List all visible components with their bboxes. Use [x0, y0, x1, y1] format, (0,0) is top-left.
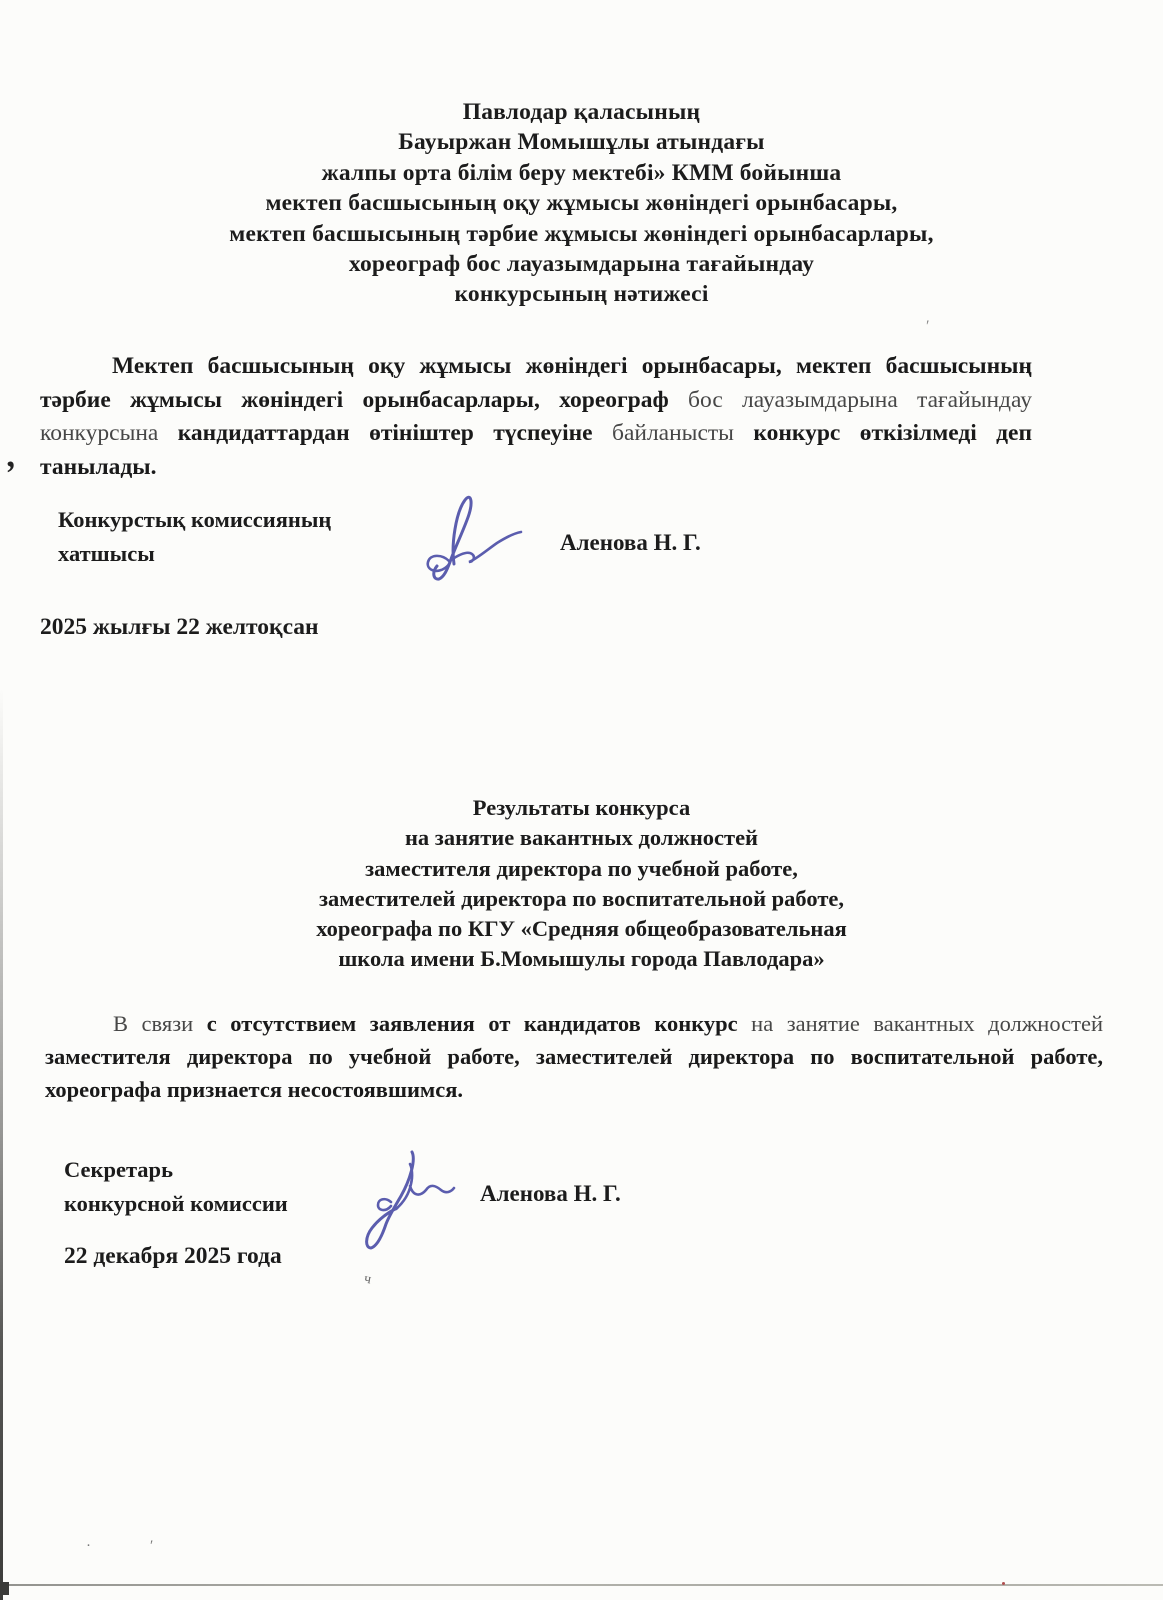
text-run: кандидаттардан өтініштер түспеуіне [177, 420, 612, 447]
handwritten-signature-kk [405, 492, 525, 584]
text-line: заместителей директора по воспитательной работе, [318, 885, 844, 911]
kk-signatory-role [58, 503, 331, 571]
ru-signatory-name: Аленова Н. Г. [480, 1181, 621, 1206]
text-run: с отсутствием заявления от кандидатов конкурс [206, 1011, 752, 1036]
text-run: Мектеп басшысының оқу жұмысы жөніндегі орынбасары, мектеп басшысының тәрбие жұмысы жөніндегі орынбасарлары, хореограф [40, 353, 1032, 413]
scan-speck: ′ [926, 318, 930, 335]
text-line: хореографа по КГУ «Средняя общеобразовательная [316, 916, 847, 942]
scan-speck: ʹ [150, 1538, 154, 1554]
text-line: хореограф бос лауазымдарына тағайындау [348, 251, 815, 278]
text-line: Секретарь [64, 1157, 173, 1182]
text-line: мектеп басшысының тәрбие жұмысы жөніндегі орынбасарлары, [229, 220, 934, 247]
text-line: конкурсной комиссии [64, 1191, 288, 1216]
text-run: заместителя директора по учебной работе, заместителей директора по воспитательной работе, хореографа признается несостоявшимся. [45, 1044, 1103, 1103]
kk-paragraph [40, 350, 1032, 484]
text-line: жалпы орта білім беру мектебі» КММ бойынша [321, 159, 842, 186]
text-line: Павлодар қаласының [462, 99, 701, 125]
scan-speck: ч [362, 1271, 373, 1288]
text-line: конкурсының нәтижесі [454, 281, 709, 308]
scan-speck [1002, 1582, 1005, 1585]
text-line: на занятие вакантных должностей [404, 825, 759, 851]
text-run: на занятие вакантных должностей [751, 1011, 1104, 1036]
text-line: Бауыржан Момышұлы атындағы [398, 129, 765, 156]
text-line: Конкурстық комиссияның [58, 507, 332, 532]
kk-signatory-name: Аленова Н. Г. [560, 530, 701, 555]
kk-date: 2025 жылғы 22 желтоқсан [40, 614, 319, 640]
text-run: байланысты [611, 420, 754, 447]
kk-title [0, 97, 1163, 310]
text-line: школа имени Б.Момышулы города Павлодара» [338, 946, 825, 972]
handwritten-signature-ru [338, 1136, 456, 1258]
text-run: В связи [113, 1011, 207, 1036]
ru-signatory-role [64, 1153, 288, 1221]
scan-speck: · [86, 1538, 91, 1554]
text-line: хатшысы [58, 541, 155, 566]
ru-paragraph [45, 1007, 1103, 1107]
text-run: конкурс өткізілмеді деп танылады. [40, 420, 1032, 480]
text-line: мектеп басшысының оқу жұмысы жөніндегі орынбасары, [265, 190, 898, 217]
ru-title [0, 793, 1163, 975]
scan-edge-left [0, 688, 3, 1600]
text-line: заместителя директора по учебной работе, [365, 855, 798, 881]
ru-date: 22 декабря 2025 года [64, 1243, 282, 1269]
scan-edge-bottom [0, 1584, 1163, 1586]
text-run: бос лауазымдарына тағайындау конкурсына [40, 386, 1032, 447]
ink-smudge: ’ [3, 454, 20, 493]
scan-corner-mark [0, 1582, 9, 1595]
text-line: Результаты конкурса [472, 795, 691, 820]
